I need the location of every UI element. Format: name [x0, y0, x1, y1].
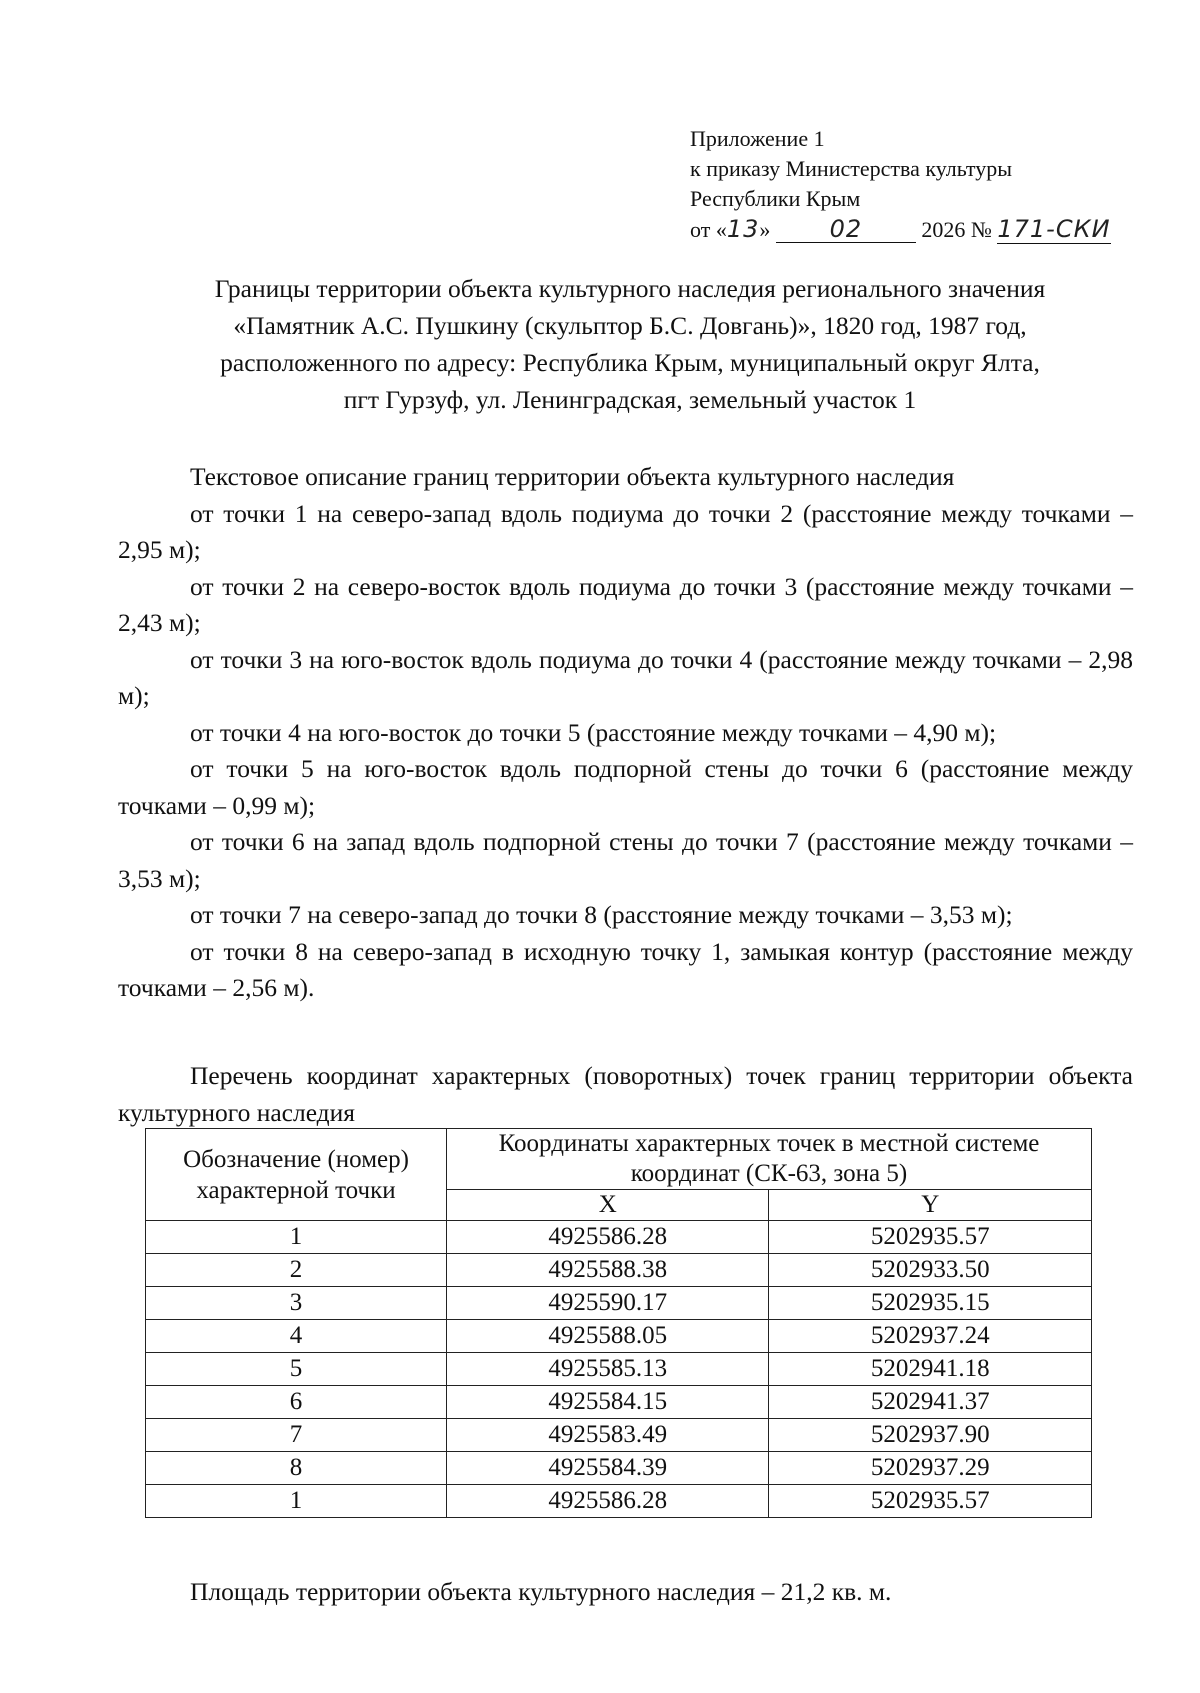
point-x: 4925584.39 — [447, 1452, 769, 1485]
point-x: 4925585.13 — [447, 1353, 769, 1386]
title-line-1: Границы территории объекта культурного наследия регионального значения — [214, 274, 1046, 303]
point-x: 4925590.17 — [447, 1287, 769, 1320]
point-x: 4925586.28 — [447, 1221, 769, 1254]
table-row — [146, 1287, 1092, 1320]
header-coordinates: Координаты характерных точек в местной системе координат (СК-63, зона 5) — [447, 1129, 1092, 1190]
point-number: 2 — [146, 1254, 447, 1287]
point-number: 3 — [146, 1287, 447, 1320]
date-month-handwritten: 02 — [829, 215, 863, 243]
description-heading: Текстовое описание границ территории объекта культурного наследия — [190, 462, 955, 491]
table-row — [146, 1320, 1092, 1353]
header-x: X — [447, 1190, 769, 1221]
point-y: 5202941.37 — [769, 1386, 1092, 1419]
point-y: 5202933.50 — [769, 1254, 1092, 1287]
point-y: 5202937.24 — [769, 1320, 1092, 1353]
document-title — [150, 270, 1110, 418]
point-y: 5202935.57 — [769, 1221, 1092, 1254]
description-item-3: от точки 3 на юго-восток вдоль подиума до точки 4 (расстояние между точками – 2,98 м); — [118, 644, 1133, 710]
order-number-handwritten: 171-СКИ — [997, 215, 1111, 243]
point-number: 7 — [146, 1419, 447, 1452]
appendix-block — [690, 124, 1111, 245]
point-x: 4925584.15 — [447, 1386, 769, 1419]
description-item-2: от точки 2 на северо-восток вдоль подиума до точки 3 (расстояние между точками – 2,43 м); — [118, 571, 1133, 637]
appendix-date-line — [690, 214, 1111, 245]
point-number: 6 — [146, 1386, 447, 1419]
description-item-6: от точки 6 на запад вдоль подпорной стены до точки 7 (расстояние между точками – 3,53 м); — [118, 827, 1133, 893]
date-prefix: от « — [690, 217, 727, 242]
table-row — [146, 1221, 1092, 1254]
appendix-line-3: Республики Крым — [690, 186, 861, 211]
table-row — [146, 1254, 1092, 1287]
description-item-8: от точки 8 на северо-запад в исходную точку 1, замыкая контур (расстояние между точками – 2,56 м). — [118, 936, 1133, 1002]
table-row — [146, 1419, 1092, 1452]
point-y: 5202937.90 — [769, 1419, 1092, 1452]
header-y: Y — [769, 1190, 1092, 1221]
title-line-3: расположенного по адресу: Республика Крым, муниципальный округ Ялта, — [220, 348, 1040, 377]
point-number: 1 — [146, 1485, 447, 1518]
date-month-field — [776, 217, 916, 243]
table-row — [146, 1452, 1092, 1485]
point-number: 8 — [146, 1452, 447, 1485]
coordinates-table — [145, 1128, 1092, 1518]
description-item-4: от точки 4 на юго-восток до точки 5 (расстояние между точками – 4,90 м); — [190, 717, 997, 747]
point-x: 4925586.28 — [447, 1485, 769, 1518]
point-y: 5202935.15 — [769, 1287, 1092, 1320]
header-point-number: Обозначение (номер) характерной точки — [146, 1129, 447, 1221]
date-day-close: » — [759, 217, 771, 242]
appendix-line-2: к приказу Министерства культуры — [690, 156, 1013, 181]
point-x: 4925588.05 — [447, 1320, 769, 1353]
table-row — [146, 1485, 1092, 1518]
boundary-description — [118, 459, 1133, 1007]
point-y: 5202935.57 — [769, 1485, 1092, 1518]
point-y: 5202937.29 — [769, 1452, 1092, 1485]
territory-area: Площадь территории объекта культурного наследия – 21,2 кв. м. — [190, 1577, 892, 1606]
point-number: 4 — [146, 1320, 447, 1353]
date-day-handwritten: 13 — [726, 215, 760, 243]
point-y: 5202941.18 — [769, 1353, 1092, 1386]
point-number: 5 — [146, 1353, 447, 1386]
point-x: 4925588.38 — [447, 1254, 769, 1287]
date-year: 2026 № — [921, 217, 992, 242]
table-row — [146, 1386, 1092, 1419]
point-x: 4925583.49 — [447, 1419, 769, 1452]
appendix-line-1: Приложение 1 — [690, 126, 825, 151]
point-number: 1 — [146, 1221, 447, 1254]
description-item-7: от точки 7 на северо-запад до точки 8 (расстояние между точками – 3,53 м); — [190, 900, 1013, 929]
title-line-2: «Памятник А.С. Пушкину (скульптор Б.С. Довгань)», 1820 год, 1987 год, — [233, 311, 1027, 340]
description-item-1: от точки 1 на северо-запад вдоль подиума до точки 2 (расстояние между точками – 2,95 м); — [118, 498, 1133, 564]
description-item-5: от точки 5 на юго-восток вдоль подпорной стены до точки 6 (расстояние между точками – 0,99 м); — [118, 754, 1133, 820]
table-row — [146, 1353, 1092, 1386]
coordinates-intro: Перечень координат характерных (поворотных) точек границ территории объекта культурного наследия — [118, 1061, 1133, 1127]
title-line-4: пгт Гурзуф, ул. Ленинградская, земельный участок 1 — [343, 385, 917, 414]
